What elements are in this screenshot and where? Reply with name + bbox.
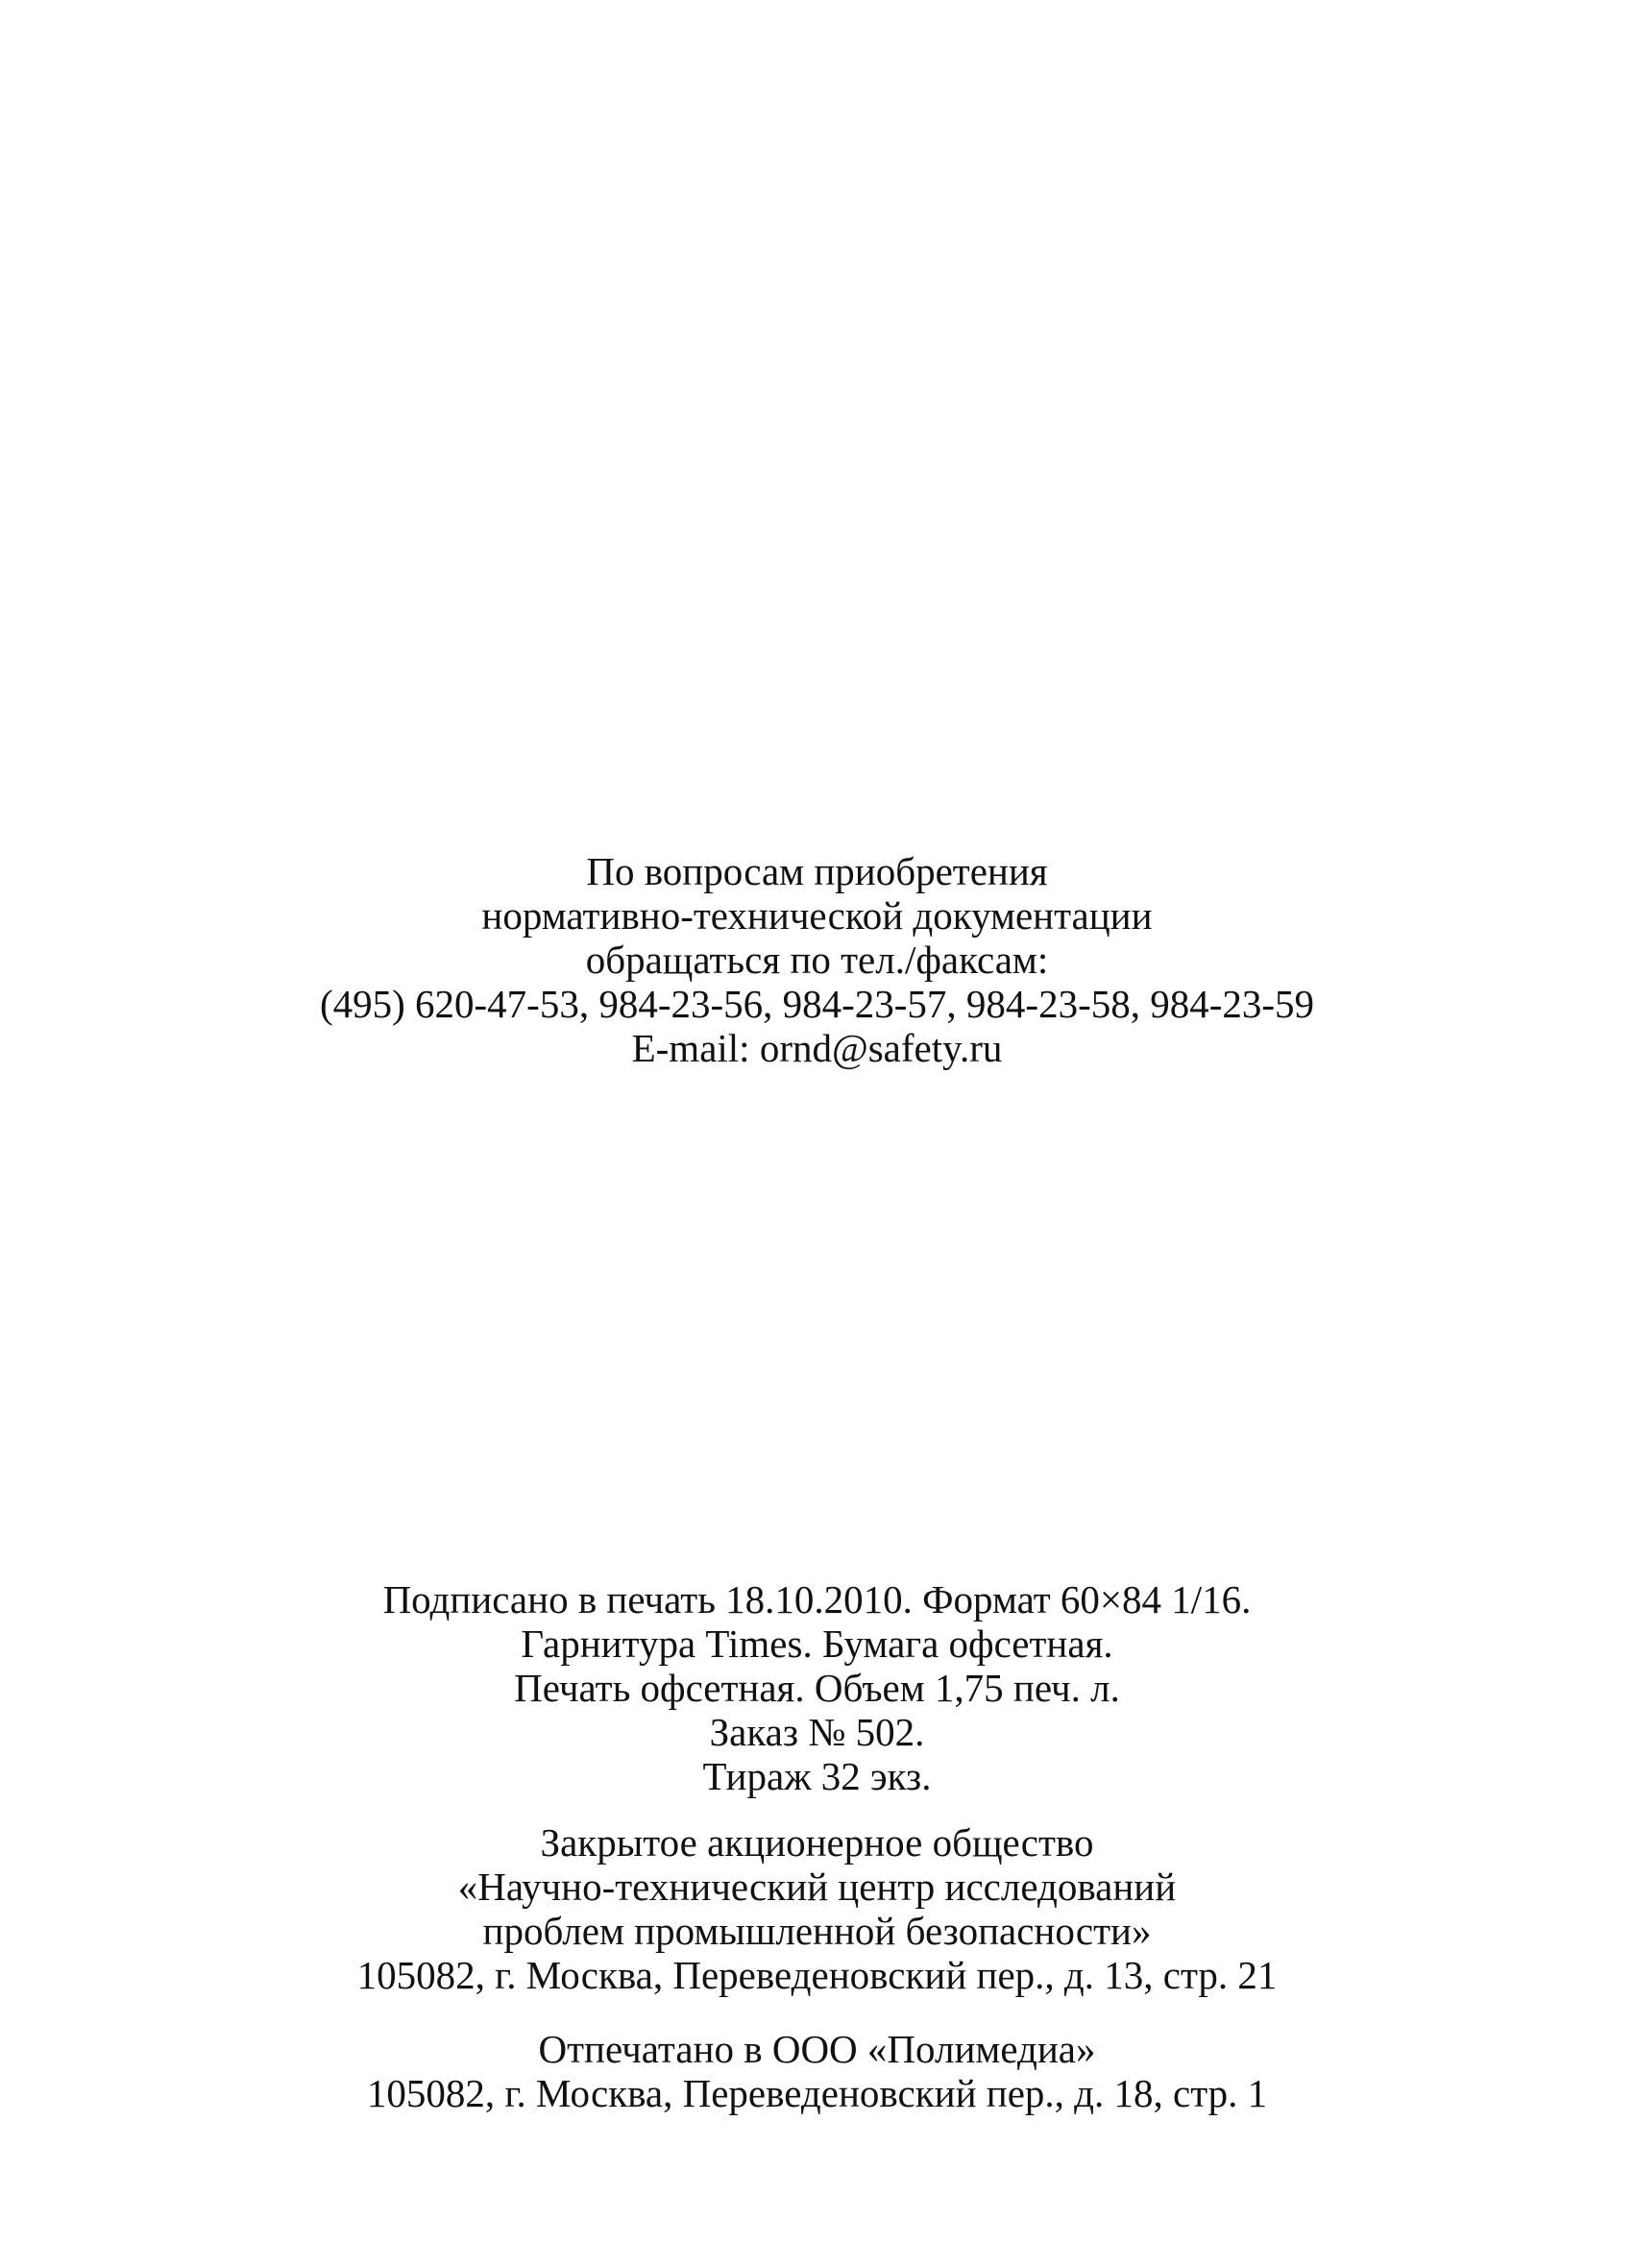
publisher-line-1: Закрытое акционерное общество bbox=[540, 1820, 1094, 1865]
publisher-address: 105082, г. Москва, Переведеновский пер., д. 13, стр. 21 bbox=[356, 1953, 1278, 1997]
contact-email: E-mail: ornd@safety.ru bbox=[631, 1026, 1003, 1070]
publisher-line-2: «Научно-технический центр исследований bbox=[457, 1865, 1177, 1909]
contact-info bbox=[0, 849, 1634, 1070]
printer-name: Отпечатано в ООО «Полимедиа» bbox=[538, 2027, 1096, 2071]
contact-line-1: По вопросам приобретения bbox=[586, 849, 1048, 893]
imprint-typeface-paper: Гарнитура Times. Бумага офсетная. bbox=[521, 1622, 1113, 1666]
printer-info bbox=[0, 2027, 1634, 2115]
publisher-line-3: проблем промышленной безопасности» bbox=[482, 1909, 1152, 1953]
contact-line-2: нормативно-технической документации bbox=[481, 893, 1153, 938]
contact-phones: (495) 620-47-53, 984-23-56, 984-23-57, 984-23-58, 984-23-59 bbox=[319, 982, 1315, 1026]
imprint-info bbox=[0, 1577, 1634, 1798]
imprint-print-run: Тираж 32 экз. bbox=[702, 1754, 932, 1798]
printer-address: 105082, г. Москва, Переведеновский пер., д. 18, стр. 1 bbox=[366, 2071, 1268, 2115]
publisher-info bbox=[0, 1820, 1634, 1997]
imprint-signed-format: Подписано в печать 18.10.2010. Формат 60×84 1/16. bbox=[382, 1577, 1252, 1622]
imprint-order-number: Заказ № 502. bbox=[709, 1710, 925, 1754]
contact-line-3: обращаться по тел./факсам: bbox=[585, 938, 1049, 982]
imprint-print-volume: Печать офсетная. Объем 1,75 печ. л. bbox=[514, 1666, 1120, 1710]
